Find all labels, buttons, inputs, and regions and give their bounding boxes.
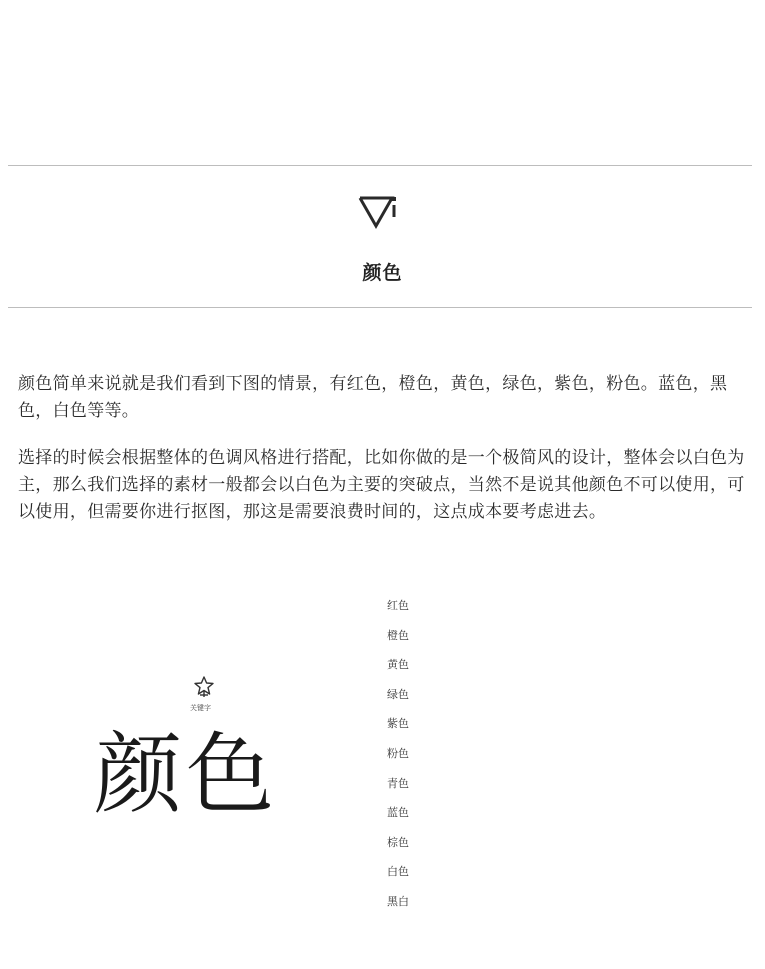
divider-top (8, 165, 752, 166)
color-item-yellow: 黄色 (387, 658, 409, 672)
color-list (370, 596, 426, 922)
triangle-dot-icon (358, 195, 400, 231)
color-item-purple: 紫色 (387, 717, 409, 731)
keyword-word: 颜色 (94, 723, 279, 826)
color-item-red: 红色 (387, 599, 409, 612)
color-item-blue: 蓝色 (387, 806, 409, 820)
paragraph-selection: 选择的时候会根据整体的色调风格进行搭配，比如你做的是一个极简风的设计，整体会以白色为主，那么我们选择的素材一般都会以白色为主要的突破点，当然不是说其他颜色不可以使用，可以使用，但需要你进行抠图，那这是需要浪费时间的，这点成本要考虑进去。 (18, 448, 745, 522)
section-title: 颜色 (362, 262, 403, 284)
keyword-label: 关键字 (190, 704, 211, 712)
color-item-black-white: 黑白 (387, 894, 409, 908)
color-item-orange: 橙色 (387, 628, 409, 642)
star-badge-icon (194, 676, 214, 698)
color-item-white: 白色 (387, 865, 409, 879)
paragraph-intro: 颜色简单来说就是我们看到下图的情景，有红色，橙色，黄色，绿色，紫色，粉色。蓝色，黑色，白色等等。 (18, 374, 728, 421)
color-item-pink: 粉色 (387, 746, 409, 760)
divider-bottom (8, 307, 752, 308)
color-item-cyan: 青色 (387, 776, 409, 790)
color-item-brown: 棕色 (387, 835, 409, 849)
color-item-green: 绿色 (387, 687, 409, 701)
